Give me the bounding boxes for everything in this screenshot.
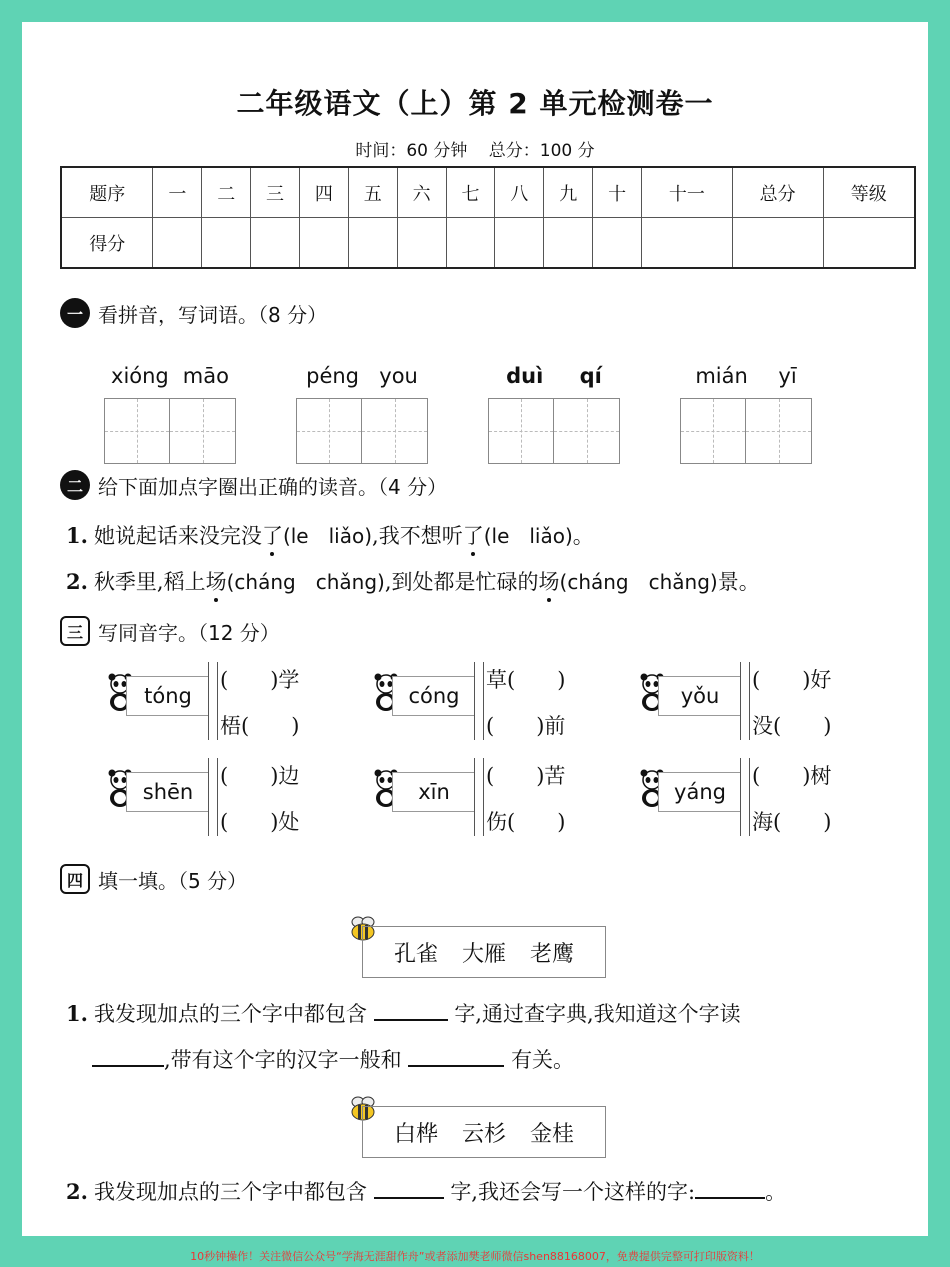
fill-blank[interactable]: ( )树 [752,764,832,788]
pinyin-label: tóng [126,676,209,716]
section-title: 给下面加点字圈出正确的读音。（4 分） [98,474,448,499]
col-head: 七 [446,167,495,218]
question-2-2: 2. 秋季里,稻上场(cháng chǎng),到处都是忙碌的场(cháng chǎng)景。 [66,569,760,594]
fill-blank[interactable]: 没( ) [752,714,832,738]
question-4-1-cont: ,带有这个字的汉字一般和 有关。 [92,1044,574,1074]
pinyin-label: shēn [126,772,209,812]
writing-grid[interactable] [746,398,812,464]
pinyin: māo [182,364,229,388]
col-head: 三 [251,167,300,218]
answer-blank[interactable] [695,1177,765,1199]
score-cell[interactable] [251,218,300,269]
pinyin-label: xīn [392,772,475,812]
fill-blank[interactable]: ( )苦 [486,764,566,788]
fill-blank[interactable]: ( )边 [220,764,300,788]
fill-blank[interactable]: ( )前 [486,714,566,738]
section-title: 写同音字。（12 分） [98,620,280,645]
answer-blank[interactable] [374,999,448,1021]
row-head-score: 得分 [61,218,153,269]
col-head: 九 [544,167,593,218]
dotted-char: 场 [538,570,560,594]
col-head: 十 [593,167,642,218]
pinyin-label: yǒu [658,676,741,716]
exam-info [22,136,928,161]
score-table-score-row [61,218,915,269]
col-head: 一 [153,167,202,218]
score-cell[interactable] [202,218,251,269]
word: 老鹰 [530,941,575,967]
answer-blank[interactable] [92,1045,164,1067]
pinyin-choice[interactable]: (cháng chǎng) [559,570,718,594]
dotted-char: 了 [462,524,484,548]
pinyin: duì [506,364,544,388]
page-title: 二年级语文（上）第 2 单元检测卷一 [236,87,714,120]
pinyin-choice[interactable]: (cháng chǎng) [226,570,385,594]
writing-grid[interactable] [296,398,362,464]
answer-blank[interactable] [408,1045,504,1067]
writing-grid[interactable] [680,398,746,464]
pinyin: xióng [111,364,169,388]
section-number-badge: 四 [60,864,90,894]
fill-blank[interactable]: ( )好 [752,668,832,692]
answer-blank[interactable] [374,1177,444,1199]
score-cell[interactable] [642,218,733,269]
col-head: 十一 [642,167,733,218]
fill-blank[interactable]: 草( ) [486,668,566,692]
score-cell[interactable] [544,218,593,269]
fill-blank[interactable]: ( )处 [220,810,300,834]
col-head: 六 [397,167,446,218]
col-head: 等级 [823,167,915,218]
section-title: 填一填。（5 分） [98,868,248,893]
pinyin-choice[interactable]: (le liǎo) [282,524,373,548]
word: 云杉 [461,1121,506,1147]
writing-grid[interactable] [104,398,170,464]
score-cell[interactable] [397,218,446,269]
col-head: 四 [299,167,348,218]
fill-blank[interactable]: ( )学 [220,668,300,692]
fill-blank[interactable]: 海( ) [752,810,832,834]
time-limit: 时间：60 分钟 [355,141,468,161]
col-head: 总分 [732,167,823,218]
score-table [60,166,916,269]
pinyin-group [104,364,236,464]
pinyin-group [680,364,812,464]
question-2-1: 1. 她说起话来没完没了(le liǎo),我不想听了(le liǎo)。 [66,523,594,548]
writing-grid[interactable] [488,398,554,464]
score-cell[interactable] [348,218,397,269]
question-4-2: 2. 我发现加点的三个字中都包含 字,我还会写一个这样的字: 。 [66,1179,787,1204]
section-3-heading [60,616,280,646]
score-cell[interactable] [153,218,202,269]
pinyin: yī [778,364,797,388]
dotted-char: 了 [261,524,283,548]
score-cell[interactable] [495,218,544,269]
section-number-badge: 一 [60,298,90,328]
score-cell[interactable] [446,218,495,269]
section-number-badge: 三 [60,616,90,646]
section-title: 看拼音，写词语。（8 分） [98,302,328,327]
col-head: 五 [348,167,397,218]
pinyin-group [296,364,428,464]
word-box-trees [362,1106,606,1158]
col-head: 二 [202,167,251,218]
pinyin: qí [579,364,602,388]
section-1-heading [60,298,327,328]
section-2-heading [60,470,447,500]
fill-blank[interactable]: 伤( ) [486,810,566,834]
score-table-header-row [61,167,915,218]
section-4-heading [60,864,247,894]
word-box-birds [362,926,606,978]
section-number-badge: 二 [60,470,90,500]
dotted-char: 场 [205,570,227,594]
pinyin-label: yáng [658,772,741,812]
exam-paper [22,22,928,1236]
footer-notice: 10秒钟操作！关注微信公众号“学海无涯甜作舟”或者添加樊老师微信shen88168007，免费提供完整可打印版资料！ [190,1250,760,1263]
score-cell[interactable] [732,218,823,269]
col-head: 八 [495,167,544,218]
score-cell[interactable] [593,218,642,269]
pinyin: you [379,364,418,388]
writing-grid[interactable] [362,398,428,464]
word: 白桦 [393,1121,438,1147]
writing-grid[interactable] [170,398,236,464]
total-score: 总分：100 分 [488,141,595,161]
word: 大雁 [461,941,506,967]
fill-blank[interactable]: 梧( ) [220,714,300,738]
pinyin-group [488,364,620,464]
score-cell[interactable] [299,218,348,269]
word: 孔雀 [393,941,438,967]
pinyin: mián [695,364,748,388]
row-head-order: 题序 [61,167,153,218]
pinyin-label: cóng [392,676,475,716]
pinyin: péng [306,364,360,388]
pinyin-choice[interactable]: (le liǎo) [483,524,573,548]
writing-grid[interactable] [554,398,620,464]
word: 金桂 [530,1121,575,1147]
score-cell[interactable] [823,218,915,269]
question-4-1: 1. 我发现加点的三个字中都包含 字,通过查字典,我知道这个字读 [66,1001,741,1026]
